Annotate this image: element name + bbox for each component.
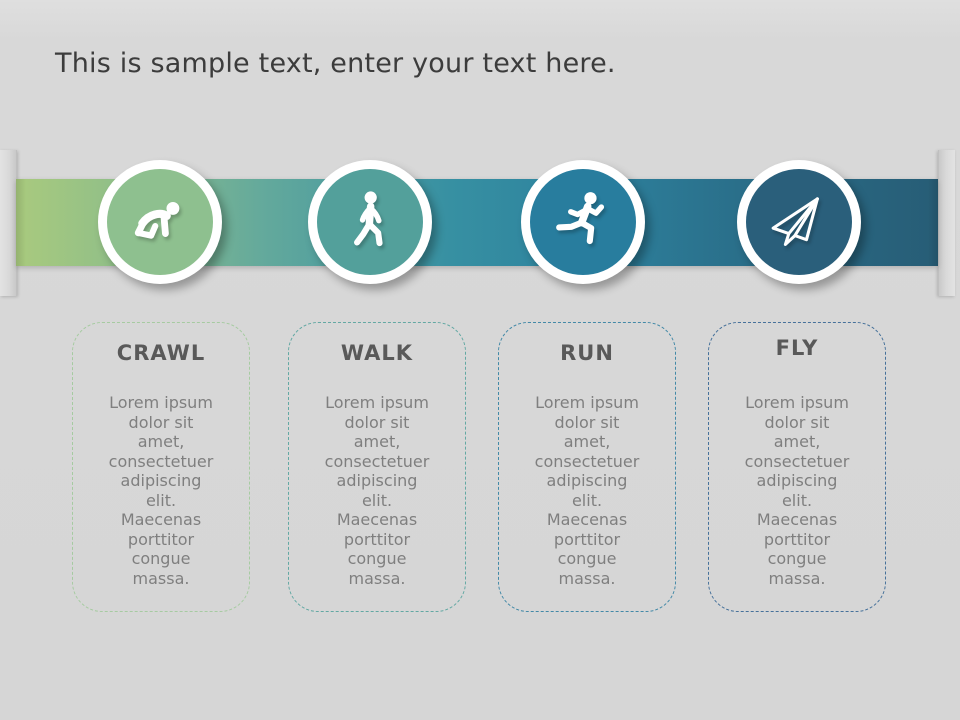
stage-circle-fly [737, 160, 861, 284]
stage-circle-walk [308, 160, 432, 284]
stage-circle-fill [746, 169, 852, 275]
crawling-person-icon [126, 188, 194, 256]
ribbon-left-fold [0, 150, 17, 296]
paper-plane-icon [765, 188, 833, 256]
stage-card-crawl [72, 322, 250, 612]
ribbon-right-fold [938, 150, 955, 296]
stage-circle-fill [317, 169, 423, 275]
running-person-icon [549, 188, 617, 256]
stage-heading: CRAWL [116, 341, 206, 365]
stage-body-text: Lorem ipsum dolor sit amet, consectetuer adipiscing elit. Maecenas porttitor congue massa. [108, 393, 214, 588]
stage-circle-crawl [98, 160, 222, 284]
stage-circle-fill [107, 169, 213, 275]
stage-card-fly [708, 322, 886, 612]
slide-title: This is sample text, enter your text here. [55, 48, 616, 79]
stage-body-text: Lorem ipsum dolor sit amet, consectetuer adipiscing elit. Maecenas porttitor congue massa. [744, 393, 850, 588]
stage-heading: RUN [560, 341, 614, 365]
stage-circle-run [521, 160, 645, 284]
stage-card-walk [288, 322, 466, 612]
stage-card-run [498, 322, 676, 612]
stage-heading: FLY [775, 336, 819, 360]
stage-heading: WALK [340, 341, 414, 365]
walking-person-icon [336, 188, 404, 256]
stage-body-text: Lorem ipsum dolor sit amet, consectetuer adipiscing elit. Maecenas porttitor congue massa. [534, 393, 640, 588]
stage-body-text: Lorem ipsum dolor sit amet, consectetuer adipiscing elit. Maecenas porttitor congue massa. [324, 393, 430, 588]
stage-circle-fill [530, 169, 636, 275]
